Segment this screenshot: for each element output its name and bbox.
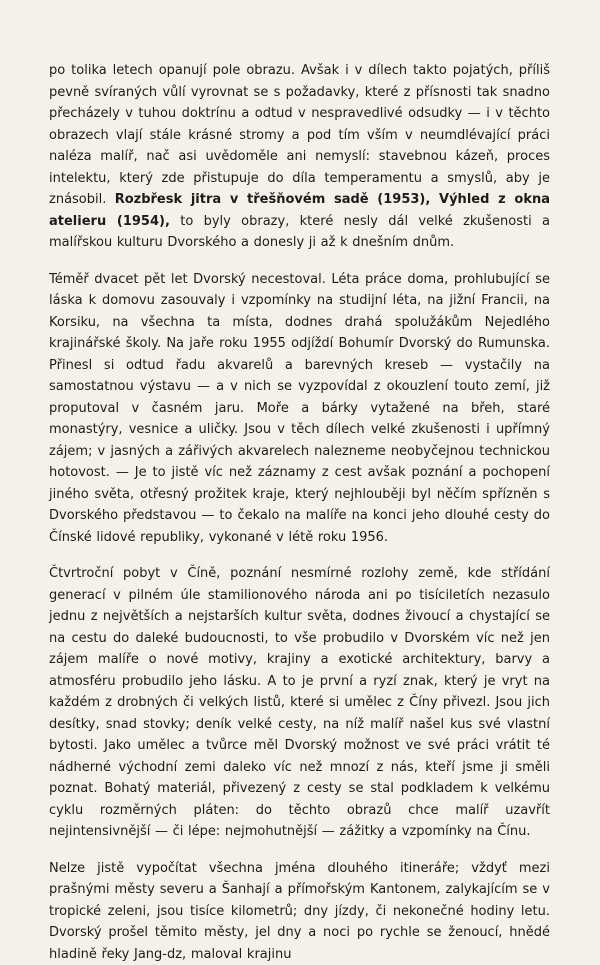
paragraph [49, 60, 550, 254]
artwork-titles: Rozbřesk jitra v třešňovém sadě (1953), Výhled z okna atelieru (1954), [49, 192, 550, 229]
paragraph-text: to byly obrazy, které nesly dál velké zkušenosti a malířskou kulturu Dvorského a donesly ji až k dnešním dnům. [49, 214, 550, 251]
paragraph-text: Nelze jistě vypočítat všechna jména dlouhého itineráře; vždyť mezi prašnými městy severu a Šanhají a přímořským Kantonem, zalykajícím se v tropické zeleni, jsou tisíce kilometrů; dny jízdy, či nekonečné hodiny letu. Dvorský prošel těmito městy, jel dny a noci po rychle se ženoucí, hnědé hladině řeky Jang-dz, maloval krajinu [49, 861, 550, 962]
paragraph [49, 858, 550, 965]
paragraph [49, 269, 550, 549]
paragraph-text: Čtvrtroční pobyt v Číně, poznání nesmírné rozlohy země, kde střídání generací v pilném úle stamilionového národa ani po tisíciletích nezasulo jednu z největších a nejstarších kultur světa, dodnes živoucí a chystající se na cestu do daleké budoucnosti, to vše probudilo v Dvorském víc než jen zájem malíře o nové motivy, krajiny a exotické architektury, barvy a atmosféru probudilo jeho lásku. A to je první a ryzí znak, který je vryt na každém z drobných či velkých listů, které si umělec z Číny přivezl. Jsou jich desítky, snad stovky; deník velké cesty, na níž malíř našel kus své vlastní bytosti. Jako umělec a tvůrce měl Dvorský možnost ve své práci vrátit té nádherné východní zemi daleko víc než mnozí z nás, kteří jsme ji směli poznat. Bohatý materiál, přivezený z cesty se stal podkladem k velkému cyklu rozměrných pláten: do těchto obrazů chce malíř uzavřít nejintensivnější — či lépe: nejmohutnější — zážitky a vzpomínky na Čínu. [49, 566, 550, 839]
paragraph-text: po tolika letech opanují pole obrazu. Avšak i v dílech takto pojatých, příliš pevně svíraných vůlí vyrovnat se s požadavky, které z přísnosti tak snadno přecházely v tuhou doktrínu a odtud v nespravedlivé odsudky — i v těchto obrazech vlají stále krásné stromy a pod tím vším v neumdlévající práci naléza malíř, nač asi uvědoměle ani nemyslí: stavebnou kázeň, proces intelektu, který zde přistupuje do díla temperamentu a smyslů, aby je znásobil. [49, 63, 550, 207]
paragraph-text: Téměř dvacet pět let Dvorský necestoval. Léta práce doma, prohlubující se láska k domovu zasouvaly i vzpomínky na studijní léta, na jižní Francii, na Korsiku, na všechna ta místa, dodnes drahá spolužákům Nejedlého krajinářské školy. Na jaře roku 1955 odjíždí Bohumír Dvorský do Rumunska. Přinesl si odtud řadu akvarelů a barevných kreseb — vystačily na samostatnou výstavu — a v nich se vyzpovídal z okouzlení touto zemí, již proputoval v časném jaru. Moře a bárky vytažené na břeh, staré monastýry, vesnice a uličky. Jsou v těch dílech velké zkušenosti i upřímný zájem; v jasných a zářivých akvarelech nalezneme neobyčejnou technickou hotovost. — Je to jistě víc než záznamy z cest avšak poznání a pochopení jiného světa, otřesný prožitek kraje, který nejhlouběji byl něčím spřízněn s Dvorského představou — to čekalo na malíře na konci jeho dlouhé cesty do Čínské lidové republiky, vykonané v létě roku 1956. [49, 272, 550, 545]
paragraph [49, 563, 550, 843]
text-body [49, 60, 550, 965]
